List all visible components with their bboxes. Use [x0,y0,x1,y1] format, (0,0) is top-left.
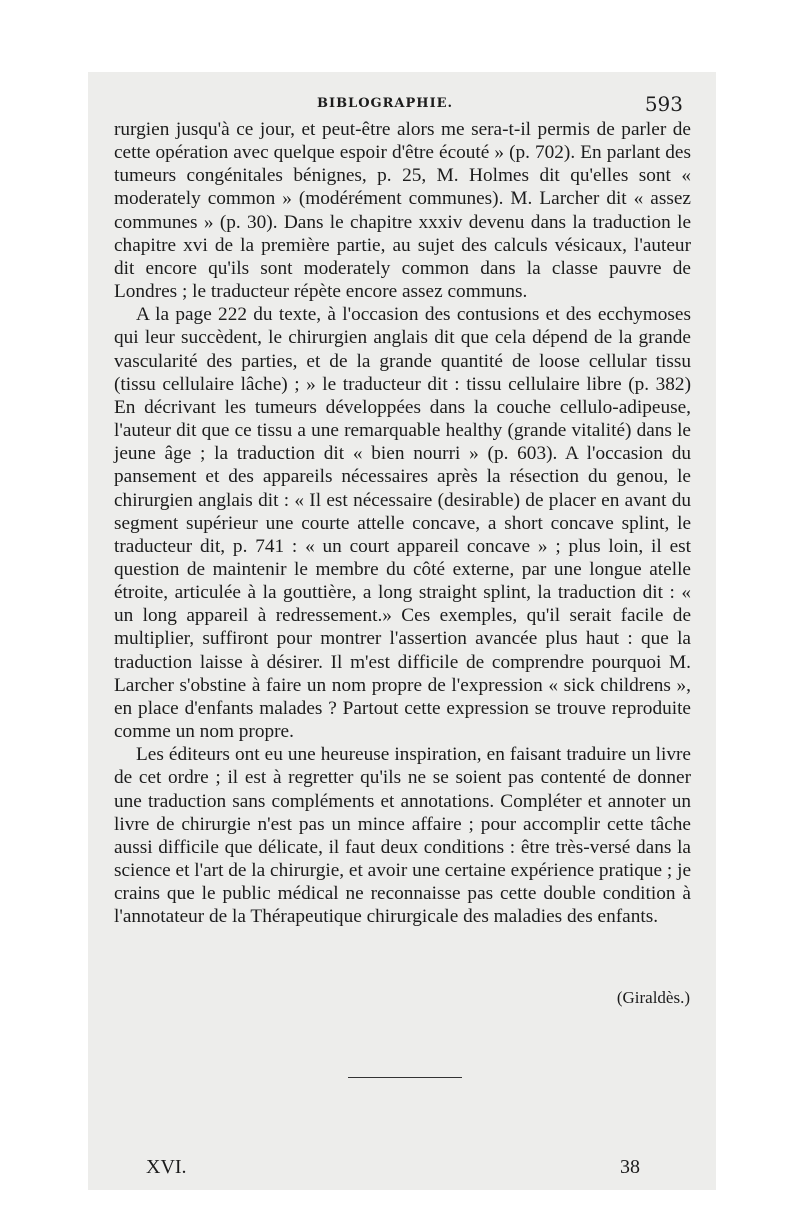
divider-rule [348,1077,462,1078]
author-signature: (Giraldès.) [616,988,690,1007]
footer-signature-mark: XVI. [146,1156,187,1178]
paragraph: rurgien jusqu'à ce jour, et peut-être alors me sera-t-il permis de parler de cette opération avec quelque espoir d'être écouté » (p. 702). En parlant des tumeurs congénitales bénignes, p. 25, M. Holmes dit qu'elles sont « moderately common » (modérément communes). M. Larcher dit « assez communes » (p. 30). Dans le chapitre xxxiv devenu dans la traduction le chapitre xvi de la première partie, au sujet des calculs vésicaux, l'auteur dit encore qu'ils sont moderately common dans la classe pauvre de Londres ; le traducteur répète encore assez communs. [114,119,691,303]
paragraph: Les éditeurs ont eu une heureuse inspiration, en faisant traduire un livre de cet ordre ; il est à regretter qu'ils ne se soient pas contenté de donner une traduction sans compléments et annotations. Compléter et annoter un livre de chirurgie n'est pas un mince affaire ; pour accomplir cette tâche aussi difficile que délicate, il faut deux conditions : être très-versé dans la science et l'art de la chirurgie, et avoir une certaine expérience pratique ; je crains que le public médical ne reconnaisse pas cette double condition à l'annotateur de la Thérapeutique chirurgicale des maladies des enfants. [114,744,691,928]
running-head: BIBLOGRAPHIE. [317,96,454,111]
page-number: 593 [644,92,683,116]
footer-sheet-number: 38 [620,1156,640,1178]
body-text [114,118,691,928]
paragraph: A la page 222 du texte, à l'occasion des contusions et des ecchymoses qui leur succèdent, le chirurgien anglais dit que cela dépend de la grande vascularité des parties, et de la grande quantité de loose cellular tissu (tissu cellulaire lâche) ; » le traducteur dit : tissu cellulaire libre (p. 382) En décrivant les tumeurs développées dans la couche cellulo-adipeuse, l'auteur dit que ce tissu a une remarquable healthy (grande vitalité) dans le jeune âge ; la traduction dit « bien nourri » (p. 603). A l'occasion du pansement et des appareils nécessaires après la résection du genou, le chirurgien anglais dit : « Il est nécessaire (desirable) de placer en avant du segment supérieur une courte attelle concave, a short concave splint, le traducteur dit, p. 741 : « un court appareil concave » ; plus loin, il est question de maintenir le membre du côté externe, par une longue atelle étroite, articulée à la gouttière, a long straight splint, la traduction dit : « un long appareil à redressement.» Ces exemples, qu'il serait facile de multiplier, suffiront pour montrer l'assertion avancée plus haut : que la traduction laisse à désirer. Il m'est difficile de comprendre pourquoi M. Larcher s'obstine à faire un nom propre de l'expression « sick childrens », en place d'enfants malades ? Partout cette expression se trouve reproduite comme un nom propre. [114,304,691,743]
